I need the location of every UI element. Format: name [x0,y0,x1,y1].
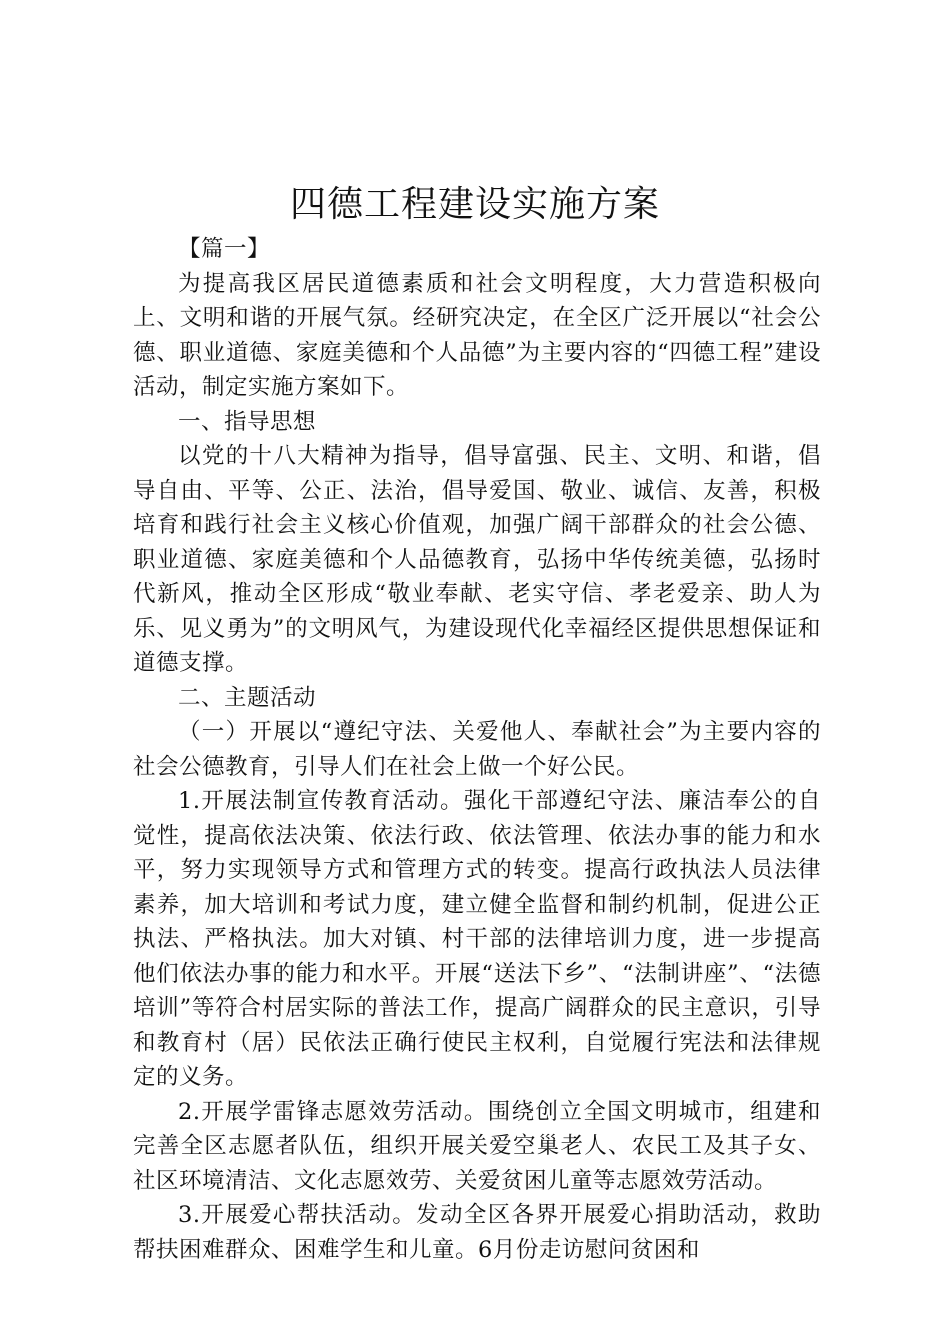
paragraph-intro: 为提高我区居民道德素质和社会文明程度，大力营造积极向上、文明和谐的开展气氛。经研究决定，在全区广泛开展以“社会公德、职业道德、家庭美德和个人品德”为主要内容的“四德工程”建设活动，制定实施方案如下。 [133,270,821,400]
paragraph-social-ethics: （一）开展以“遵纪守法、关爱他人、奉献社会”为主要内容的社会公德教育，引导人们在社会上做一个好公民。 [133,719,821,780]
paragraph-legal-education: 1.开展法制宣传教育活动。强化干部遵纪守法、廉洁奉公的自觉性，提高依法决策、依法行政、依法管理、依法办事的能力和水平，努力实现领导方式和管理方式的转变。提高行政执法人员法律素养，加大培训和考试力度，建立健全监督和制约机制，促进公正执法、严格执法。加大对镇、村干部的法律培训力度，进一步提高他们依法办事的能力和水平。开展“送法下乡”、“法制讲座”、“法德培训”等符合村居实际的普法工作，提高广阔群众的民主意识，引导和教育村（居）民依法正确行使民主权利，自觉履行宪法和法律规定的义务。 [133,788,821,1090]
paragraph-section-label: 【篇一】 [178,236,271,262]
document-body [133,232,821,1267]
document-title: 四德工程建设实施方案 [289,184,660,225]
paragraph-volunteer-service: 2.开展学雷锋志愿效劳活动。围绕创立全国文明城市，组建和完善全区志愿者队伍，组织开展关爱空巢老人、农民工及其子女、社区环境清洁、文化志愿效劳、关爱贫困儿童等志愿效劳活动。 [133,1098,821,1194]
paragraph-charity-assistance: 3.开展爱心帮扶活动。发动全区各界开展爱心捐助活动，救助帮扶困难群众、困难学生和儿童。6月份走访慰问贫困和 [133,1202,821,1263]
paragraph-guiding-ideology: 以党的十八大精神为指导，倡导富强、民主、文明、和谐，倡导自由、平等、公正、法治，倡导爱国、敬业、诚信、友善，积极培育和践行社会主义核心价值观，加强广阔干部群众的社会公德、职业道德、家庭美德和个人品德教育，弘扬中华传统美德，弘扬时代新风，推动全区形成“敬业奉献、老实守信、孝老爱亲、助人为乐、见义勇为”的文明风气，为建设现代化幸福经区提供思想保证和道德支撑。 [133,443,821,676]
heading-guiding-ideology: 一、指导思想 [178,408,317,435]
heading-theme-activities: 二、主题活动 [178,684,317,711]
